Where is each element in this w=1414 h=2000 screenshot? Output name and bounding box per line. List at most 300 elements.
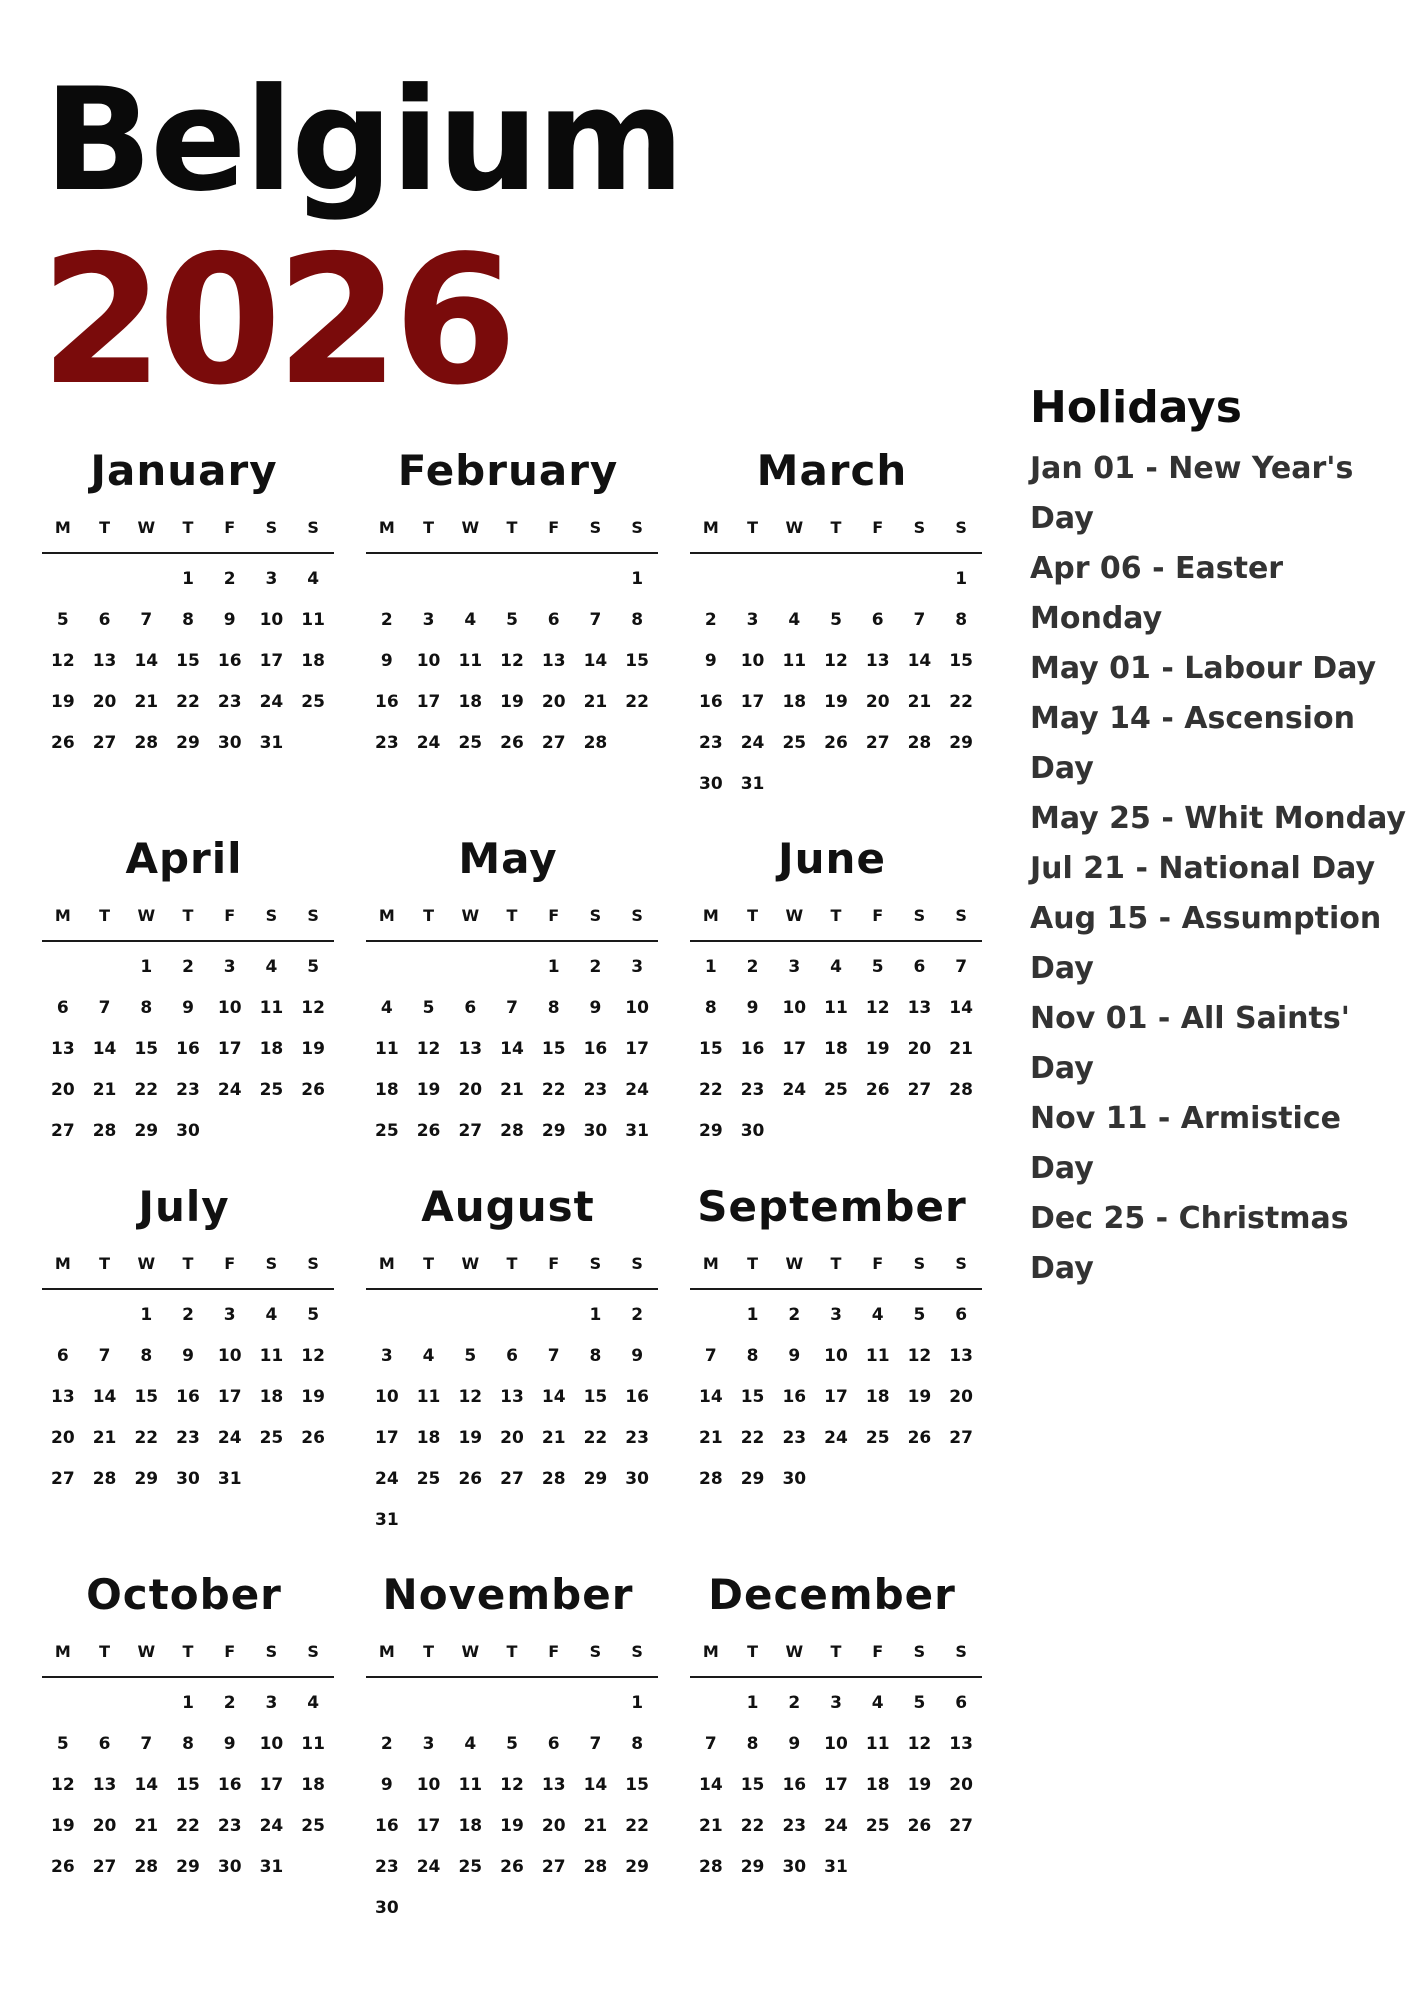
weekday-label: T [182, 1254, 194, 1273]
day-cell: 28 [907, 733, 932, 753]
day-cell: 12 [51, 651, 75, 671]
day-cell: 16 [782, 1387, 807, 1407]
day-cell: 24 [217, 1428, 242, 1448]
empty-day-cell [42, 956, 84, 997]
empty-day-cell [125, 1692, 167, 1733]
day-cell: 30 [782, 1857, 807, 1877]
day-cell: 7 [913, 610, 926, 630]
day-cell: 21 [92, 1428, 117, 1448]
weekday-header [366, 518, 658, 554]
day-cell: 1 [746, 1693, 759, 1713]
day-cell: 17 [824, 1387, 848, 1407]
empty-day-cell [449, 568, 491, 609]
day-cell: 15 [134, 1387, 159, 1407]
empty-day-cell [366, 568, 408, 609]
day-cell: 23 [740, 1080, 765, 1100]
day-cell: 7 [547, 1346, 560, 1366]
weekday-label: T [506, 518, 518, 537]
day-cell: 1 [746, 1305, 759, 1325]
day-cell: 31 [625, 1121, 649, 1141]
day-cell: 18 [865, 1387, 890, 1407]
day-cell: 16 [375, 1816, 399, 1836]
empty-day-cell [533, 1692, 575, 1733]
weekday-label: F [548, 518, 560, 537]
weekday-label: S [631, 1642, 643, 1661]
day-cell: 2 [380, 610, 393, 630]
day-cell: 12 [865, 998, 890, 1018]
day-cell: 31 [217, 1469, 242, 1489]
day-cell: 26 [865, 1080, 890, 1100]
weekday-header [42, 1254, 334, 1290]
day-cell: 8 [631, 1734, 644, 1754]
weekday-label: S [307, 1642, 319, 1661]
day-cell: 2 [223, 569, 236, 589]
day-cell: 21 [134, 1816, 159, 1836]
weekday-label: T [506, 1642, 518, 1661]
empty-day-cell [84, 1304, 126, 1345]
month-june [690, 834, 982, 1161]
weekday-label: W [785, 1254, 804, 1273]
day-cell: 20 [51, 1428, 75, 1448]
day-cell: 6 [547, 610, 560, 630]
day-cell: 11 [259, 1346, 284, 1366]
empty-day-cell [491, 568, 533, 609]
day-cell: 4 [307, 1693, 320, 1713]
days-grid [366, 1290, 658, 1550]
day-cell: 20 [949, 1387, 973, 1407]
day-cell: 16 [625, 1387, 649, 1407]
weekday-label: T [99, 906, 111, 925]
day-cell: 11 [458, 1775, 483, 1795]
weekday-label: F [224, 1254, 236, 1273]
day-cell: 24 [217, 1080, 242, 1100]
day-cell: 16 [583, 1039, 608, 1059]
day-cell: 11 [301, 610, 325, 630]
day-cell: 6 [56, 998, 69, 1018]
day-cell: 29 [134, 1469, 159, 1489]
day-cell: 10 [375, 1387, 399, 1407]
day-cell: 24 [416, 1857, 441, 1877]
day-cell: 11 [824, 998, 848, 1018]
days-grid [42, 1290, 334, 1509]
weekday-label: T [99, 1642, 111, 1661]
day-cell: 23 [217, 1816, 242, 1836]
weekday-label: T [830, 1642, 842, 1661]
day-cell: 19 [500, 692, 524, 712]
day-cell: 7 [704, 1734, 717, 1754]
day-cell: 17 [259, 651, 284, 671]
day-cell: 22 [134, 1080, 159, 1100]
day-cell: 5 [307, 957, 320, 977]
weekday-label: W [137, 906, 156, 925]
weekday-label: F [548, 906, 560, 925]
weekday-label: T [830, 518, 842, 537]
month-name: January [90, 446, 278, 495]
day-cell: 22 [176, 692, 200, 712]
empty-day-cell [732, 568, 774, 609]
weekday-label: T [99, 1254, 111, 1273]
empty-day-cell [408, 1692, 450, 1733]
weekday-header [42, 1642, 334, 1678]
weekday-label: M [702, 1642, 719, 1661]
holiday-item: Jan 01 - New Year's Day [1030, 451, 1354, 536]
day-cell: 2 [223, 1693, 236, 1713]
day-cell: 27 [949, 1816, 973, 1836]
day-cell: 22 [541, 1080, 566, 1100]
day-cell: 20 [500, 1428, 524, 1448]
weekday-label: T [830, 1254, 842, 1273]
day-cell: 27 [865, 733, 890, 753]
day-cell: 12 [500, 651, 524, 671]
day-cell: 18 [824, 1039, 848, 1059]
day-cell: 22 [625, 1816, 649, 1836]
day-cell: 1 [589, 1305, 602, 1325]
empty-day-cell [899, 568, 941, 609]
weekday-label: W [461, 1254, 480, 1273]
day-cell: 18 [458, 692, 483, 712]
month-december [690, 1570, 982, 1897]
day-cell: 7 [955, 957, 968, 977]
weekday-label: T [182, 906, 194, 925]
day-cell: 23 [176, 1080, 200, 1100]
weekday-label: M [702, 906, 719, 925]
day-cell: 14 [134, 1775, 159, 1795]
day-cell: 8 [955, 610, 968, 630]
day-cell: 29 [740, 1857, 765, 1877]
empty-day-cell [408, 568, 450, 609]
day-cell: 16 [217, 1775, 242, 1795]
day-cell: 28 [541, 1469, 566, 1489]
day-cell: 13 [541, 1775, 566, 1795]
empty-day-cell [449, 1304, 491, 1345]
day-cell: 19 [458, 1428, 483, 1448]
day-cell: 25 [782, 733, 807, 753]
weekday-header [42, 906, 334, 942]
day-cell: 15 [134, 1039, 159, 1059]
day-cell: 7 [140, 1734, 153, 1754]
day-cell: 22 [740, 1816, 765, 1836]
day-cell: 5 [830, 610, 842, 630]
weekday-label: M [54, 1254, 71, 1273]
day-cell: 9 [746, 998, 759, 1018]
weekday-label: M [378, 1642, 395, 1661]
day-cell: 19 [416, 1080, 441, 1100]
day-cell: 19 [500, 1816, 524, 1836]
day-cell: 10 [824, 1734, 848, 1754]
day-cell: 6 [547, 1734, 560, 1754]
weekday-label: W [785, 1642, 804, 1661]
day-cell: 25 [301, 1816, 325, 1836]
weekday-label: S [265, 518, 278, 537]
empty-day-cell [533, 1304, 575, 1345]
day-cell: 13 [51, 1387, 75, 1407]
day-cell: 31 [824, 1857, 848, 1877]
empty-day-cell [575, 568, 617, 609]
month-name: August [421, 1182, 595, 1231]
day-cell: 26 [416, 1121, 441, 1141]
weekday-label: S [589, 518, 602, 537]
day-cell: 28 [134, 733, 159, 753]
day-cell: 20 [907, 1039, 932, 1059]
weekday-label: S [913, 518, 926, 537]
month-name: June [778, 834, 886, 883]
day-cell: 20 [458, 1080, 483, 1100]
day-cell: 10 [259, 610, 284, 630]
day-cell: 16 [217, 651, 242, 671]
day-cell: 3 [830, 1693, 842, 1713]
day-cell: 31 [259, 1857, 284, 1877]
day-cell: 31 [740, 774, 765, 794]
day-cell: 25 [416, 1469, 441, 1489]
month-name: April [125, 834, 243, 883]
day-cell: 5 [871, 957, 884, 977]
day-cell: 8 [746, 1346, 759, 1366]
day-cell: 17 [375, 1428, 399, 1448]
day-cell: 1 [182, 569, 194, 589]
weekday-label: S [307, 518, 319, 537]
day-cell: 11 [375, 1039, 399, 1059]
day-cell: 20 [541, 1816, 566, 1836]
day-cell: 17 [416, 1816, 441, 1836]
day-cell: 14 [699, 1775, 723, 1795]
day-cell: 13 [865, 651, 890, 671]
day-cell: 4 [307, 569, 320, 589]
month-name: September [697, 1182, 967, 1231]
day-cell: 10 [416, 1775, 441, 1795]
day-cell: 1 [140, 957, 153, 977]
day-cell: 26 [458, 1469, 483, 1489]
day-cell: 4 [265, 1305, 278, 1325]
weekday-header [366, 1254, 658, 1290]
day-cell: 21 [699, 1428, 723, 1448]
day-cell: 9 [631, 1346, 644, 1366]
day-cell: 5 [56, 610, 69, 630]
day-cell: 6 [464, 998, 477, 1018]
day-cell: 24 [259, 1816, 284, 1836]
weekday-header [690, 518, 982, 554]
day-cell: 8 [140, 998, 153, 1018]
holidays-panel [1030, 384, 1410, 1294]
weekday-label: F [224, 518, 236, 537]
day-cell: 22 [699, 1080, 723, 1100]
day-cell: 23 [699, 733, 723, 753]
days-grid [690, 1678, 982, 1897]
day-cell: 30 [699, 774, 723, 794]
day-cell: 7 [140, 610, 153, 630]
month-july [42, 1182, 334, 1509]
weekday-label: S [265, 1642, 278, 1661]
month-name: November [382, 1570, 634, 1619]
day-cell: 11 [301, 1734, 325, 1754]
month-january [42, 446, 334, 773]
day-cell: 8 [182, 610, 194, 630]
days-grid [690, 942, 982, 1161]
weekday-label: W [137, 1254, 156, 1273]
day-cell: 30 [782, 1469, 807, 1489]
day-cell: 14 [583, 1775, 608, 1795]
day-cell: 21 [134, 692, 159, 712]
empty-day-cell [42, 568, 84, 609]
days-grid [366, 942, 658, 1161]
day-cell: 7 [589, 610, 602, 630]
empty-day-cell [690, 1692, 732, 1733]
day-cell: 28 [583, 1857, 608, 1877]
weekday-label: T [423, 1642, 435, 1661]
weekday-label: F [872, 906, 884, 925]
day-cell: 11 [259, 998, 284, 1018]
day-cell: 15 [176, 1775, 200, 1795]
day-cell: 15 [949, 651, 973, 671]
day-cell: 16 [375, 692, 399, 712]
day-cell: 9 [182, 1346, 194, 1366]
day-cell: 22 [176, 1816, 200, 1836]
day-cell: 20 [865, 692, 890, 712]
day-cell: 28 [92, 1121, 117, 1141]
day-cell: 29 [176, 733, 200, 753]
holiday-item: Dec 25 - Christmas Day [1030, 1201, 1349, 1286]
day-cell: 18 [865, 1775, 890, 1795]
weekday-label: S [307, 906, 319, 925]
day-cell: 17 [217, 1387, 242, 1407]
day-cell: 13 [458, 1039, 483, 1059]
day-cell: 18 [416, 1428, 441, 1448]
day-cell: 3 [788, 957, 801, 977]
day-cell: 24 [824, 1816, 848, 1836]
day-cell: 26 [824, 733, 848, 753]
day-cell: 19 [824, 692, 848, 712]
day-cell: 14 [92, 1387, 117, 1407]
day-cell: 14 [541, 1387, 566, 1407]
day-cell: 2 [380, 1734, 393, 1754]
day-cell: 9 [380, 651, 393, 671]
day-cell: 21 [583, 1816, 608, 1836]
day-cell: 30 [176, 1469, 200, 1489]
day-cell: 23 [625, 1428, 649, 1448]
weekday-label: T [182, 1642, 194, 1661]
day-cell: 15 [740, 1387, 765, 1407]
day-cell: 18 [259, 1387, 284, 1407]
day-cell: 28 [92, 1469, 117, 1489]
empty-day-cell [491, 1692, 533, 1733]
day-cell: 10 [259, 1734, 284, 1754]
day-cell: 1 [182, 1693, 194, 1713]
day-cell: 4 [464, 1734, 477, 1754]
weekday-label: W [785, 906, 804, 925]
month-name: December [708, 1570, 956, 1619]
country-title: Belgium [44, 58, 683, 223]
day-cell: 2 [788, 1305, 801, 1325]
day-cell: 23 [782, 1816, 807, 1836]
day-cell: 22 [949, 692, 973, 712]
day-cell: 3 [631, 957, 644, 977]
weekday-label: S [265, 906, 278, 925]
day-cell: 15 [699, 1039, 723, 1059]
weekday-label: T [423, 906, 435, 925]
day-cell: 3 [265, 1693, 278, 1713]
holiday-item: Nov 01 - All Saints' Day [1030, 1001, 1350, 1086]
empty-day-cell [84, 568, 126, 609]
day-cell: 4 [830, 957, 842, 977]
day-cell: 24 [625, 1080, 649, 1100]
day-cell: 27 [541, 1857, 566, 1877]
holiday-item: Apr 06 - Easter Monday [1030, 551, 1284, 636]
day-cell: 10 [217, 1346, 242, 1366]
day-cell: 14 [134, 651, 159, 671]
weekday-label: T [830, 906, 842, 925]
day-cell: 27 [458, 1121, 483, 1141]
day-cell: 7 [704, 1346, 717, 1366]
weekday-header [690, 906, 982, 942]
weekday-label: W [461, 518, 480, 537]
holiday-item: Nov 11 - Armistice Day [1030, 1101, 1341, 1186]
day-cell: 23 [375, 1857, 399, 1877]
day-cell: 3 [380, 1346, 393, 1366]
day-cell: 29 [134, 1121, 159, 1141]
day-cell: 11 [416, 1387, 441, 1407]
day-cell: 14 [583, 651, 608, 671]
month-september [690, 1182, 982, 1509]
weekday-label: W [461, 906, 480, 925]
empty-day-cell [366, 1304, 408, 1345]
day-cell: 22 [134, 1428, 159, 1448]
day-cell: 29 [740, 1469, 765, 1489]
day-cell: 17 [416, 692, 441, 712]
month-name: July [138, 1182, 230, 1231]
day-cell: 25 [865, 1816, 890, 1836]
day-cell: 5 [307, 1305, 320, 1325]
day-cell: 29 [625, 1857, 649, 1877]
month-name: October [86, 1570, 282, 1619]
day-cell: 26 [51, 733, 75, 753]
day-cell: 16 [176, 1387, 200, 1407]
day-cell: 9 [704, 651, 717, 671]
weekday-label: S [631, 518, 643, 537]
empty-day-cell [125, 568, 167, 609]
day-cell: 12 [500, 1775, 524, 1795]
weekday-label: F [872, 1254, 884, 1273]
holiday-item: May 25 - Whit Monday [1030, 801, 1406, 836]
day-cell: 12 [51, 1775, 75, 1795]
day-cell: 19 [51, 692, 75, 712]
day-cell: 5 [422, 998, 435, 1018]
day-cell: 9 [380, 1775, 393, 1795]
day-cell: 29 [949, 733, 973, 753]
day-cell: 8 [140, 1346, 153, 1366]
day-cell: 2 [182, 957, 194, 977]
day-cell: 13 [949, 1346, 973, 1366]
empty-day-cell [491, 1304, 533, 1345]
weekday-label: M [54, 906, 71, 925]
day-cell: 28 [500, 1121, 524, 1141]
day-cell: 4 [464, 610, 477, 630]
day-cell: 30 [375, 1898, 399, 1918]
day-cell: 8 [589, 1346, 602, 1366]
year-title: 2026 [40, 217, 512, 424]
day-cell: 29 [583, 1469, 608, 1489]
day-cell: 31 [259, 733, 284, 753]
weekday-label: S [955, 1642, 967, 1661]
holiday-item: Jul 21 - National Day [1030, 851, 1376, 886]
day-cell: 11 [865, 1346, 890, 1366]
day-cell: 4 [380, 998, 393, 1018]
day-cell: 13 [51, 1039, 75, 1059]
day-cell: 13 [500, 1387, 524, 1407]
day-cell: 27 [51, 1469, 75, 1489]
days-grid [690, 554, 982, 814]
day-cell: 13 [907, 998, 932, 1018]
day-cell: 8 [631, 610, 644, 630]
weekday-label: S [913, 1254, 926, 1273]
